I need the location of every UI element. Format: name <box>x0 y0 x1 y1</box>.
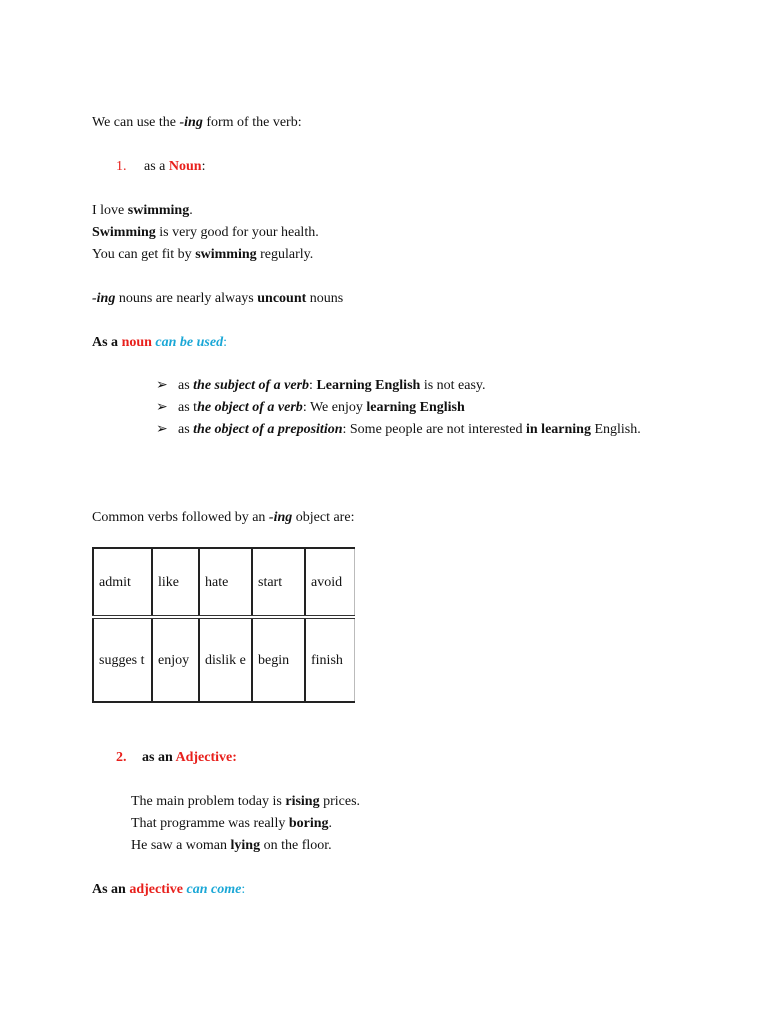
section2-number: 2. <box>116 750 127 765</box>
noun-use-2-pre: as t <box>178 400 198 415</box>
table-cell: start <box>252 548 305 617</box>
section1-number: 1. <box>116 159 127 174</box>
arrowhead-bullet-icon: ➢ <box>156 422 168 437</box>
uncount-bold: uncount <box>257 291 307 306</box>
noun-example-3-bold: swimming <box>195 247 257 262</box>
noun-use-1-bold: Learning English <box>316 378 421 393</box>
uncount-line <box>92 290 343 308</box>
adj-example-2-post: . <box>328 816 333 831</box>
noun-use-3-em: the object of a preposition <box>193 422 343 437</box>
arrowhead-bullet-icon: ➢ <box>156 378 168 393</box>
table-cell: admit <box>93 548 152 617</box>
uncount-ing: -ing <box>92 291 116 306</box>
section1-heading <box>116 158 205 176</box>
noun-use-1-post: is not easy. <box>420 378 486 393</box>
common-verbs-pre: Common verbs followed by an <box>92 510 269 525</box>
table-row <box>93 548 355 617</box>
noun-example-2-post: is very good for your health. <box>155 225 319 240</box>
section2-heading <box>116 749 237 767</box>
adj-heading-as-an: As an <box>92 882 130 897</box>
intro-prefix: We can use the <box>92 115 180 130</box>
adj-heading-adjective: adjective <box>129 882 184 897</box>
adj-example-2-bold: boring <box>288 816 329 831</box>
noun-use-1 <box>178 377 486 395</box>
adj-heading-colon: : <box>241 882 246 897</box>
noun-example-1 <box>92 202 193 220</box>
adj-example-3-bold: lying <box>230 838 261 853</box>
adj-heading-can-come: can come <box>183 882 242 897</box>
table-cell: finish <box>305 617 355 702</box>
noun-use-3-post: English. <box>590 422 641 437</box>
noun-uses-can-be-used: can be used <box>151 335 224 350</box>
noun-use-1-em: the subject of a verb <box>193 378 310 393</box>
noun-example-1-pre: I love <box>92 203 128 218</box>
noun-use-3 <box>178 419 675 441</box>
noun-use-3-pre: as <box>178 422 194 437</box>
adj-example-1-post: prices. <box>319 794 361 809</box>
noun-example-3 <box>92 246 313 264</box>
noun-use-2-em: he object of a verb <box>197 400 303 415</box>
adj-example-1 <box>131 793 360 811</box>
section2-keyword: Adjective: <box>175 750 237 765</box>
section1-keyword: Noun <box>168 159 202 174</box>
intro-line <box>92 114 302 132</box>
section2-prefix: as an <box>142 750 176 765</box>
uncount-post: nouns <box>306 291 344 306</box>
adj-example-2 <box>131 815 332 833</box>
noun-example-1-bold: swimming <box>127 203 190 218</box>
common-verbs-intro <box>92 509 354 527</box>
noun-uses-colon: : <box>223 335 227 350</box>
noun-use-1-colon: : <box>309 378 317 393</box>
uncount-mid: nouns are nearly always <box>115 291 258 306</box>
noun-use-2-colon: : We enjoy <box>302 400 367 415</box>
noun-example-3-post: regularly. <box>256 247 314 262</box>
table-cell: like <box>152 548 199 617</box>
noun-use-3-bold: in learning <box>526 422 591 437</box>
adj-example-1-pre: The main problem today is <box>131 794 286 809</box>
section1-prefix: as a <box>144 159 169 174</box>
adj-example-2-pre: That programme was really <box>131 816 289 831</box>
noun-example-2 <box>92 224 319 242</box>
noun-uses-heading <box>92 334 227 352</box>
noun-use-2-bold: learning English <box>366 400 465 415</box>
adj-example-3-post: on the floor. <box>260 838 332 853</box>
intro-suffix: form of the verb: <box>202 115 302 130</box>
table-cell: sugges t <box>93 617 152 702</box>
noun-example-3-pre: You can get fit by <box>92 247 196 262</box>
common-verbs-post: object are: <box>292 510 355 525</box>
table-cell: begin <box>252 617 305 702</box>
adj-example-3 <box>131 837 332 855</box>
noun-example-2-bold: Swimming <box>92 225 156 240</box>
table-cell: avoid <box>305 548 355 617</box>
adj-example-1-bold: rising <box>285 794 320 809</box>
section1-colon: : <box>201 159 206 174</box>
table-cell: enjoy <box>152 617 199 702</box>
table-cell: hate <box>199 548 252 617</box>
table-cell: dislik e <box>199 617 252 702</box>
adj-heading <box>92 881 245 899</box>
verbs-table <box>92 547 355 703</box>
noun-example-1-post: . <box>189 203 193 218</box>
common-verbs-ing: -ing <box>268 510 293 525</box>
arrowhead-bullet-icon: ➢ <box>156 400 168 415</box>
table-row <box>93 617 355 702</box>
noun-uses-noun: noun <box>121 335 152 350</box>
adj-example-3-pre: He saw a woman <box>131 838 231 853</box>
noun-use-3-colon: : Some people are not interested <box>342 422 526 437</box>
noun-use-1-pre: as <box>178 378 194 393</box>
noun-uses-as-a: As a <box>92 335 122 350</box>
intro-ing: -ing <box>179 115 203 130</box>
noun-use-2 <box>178 399 465 417</box>
